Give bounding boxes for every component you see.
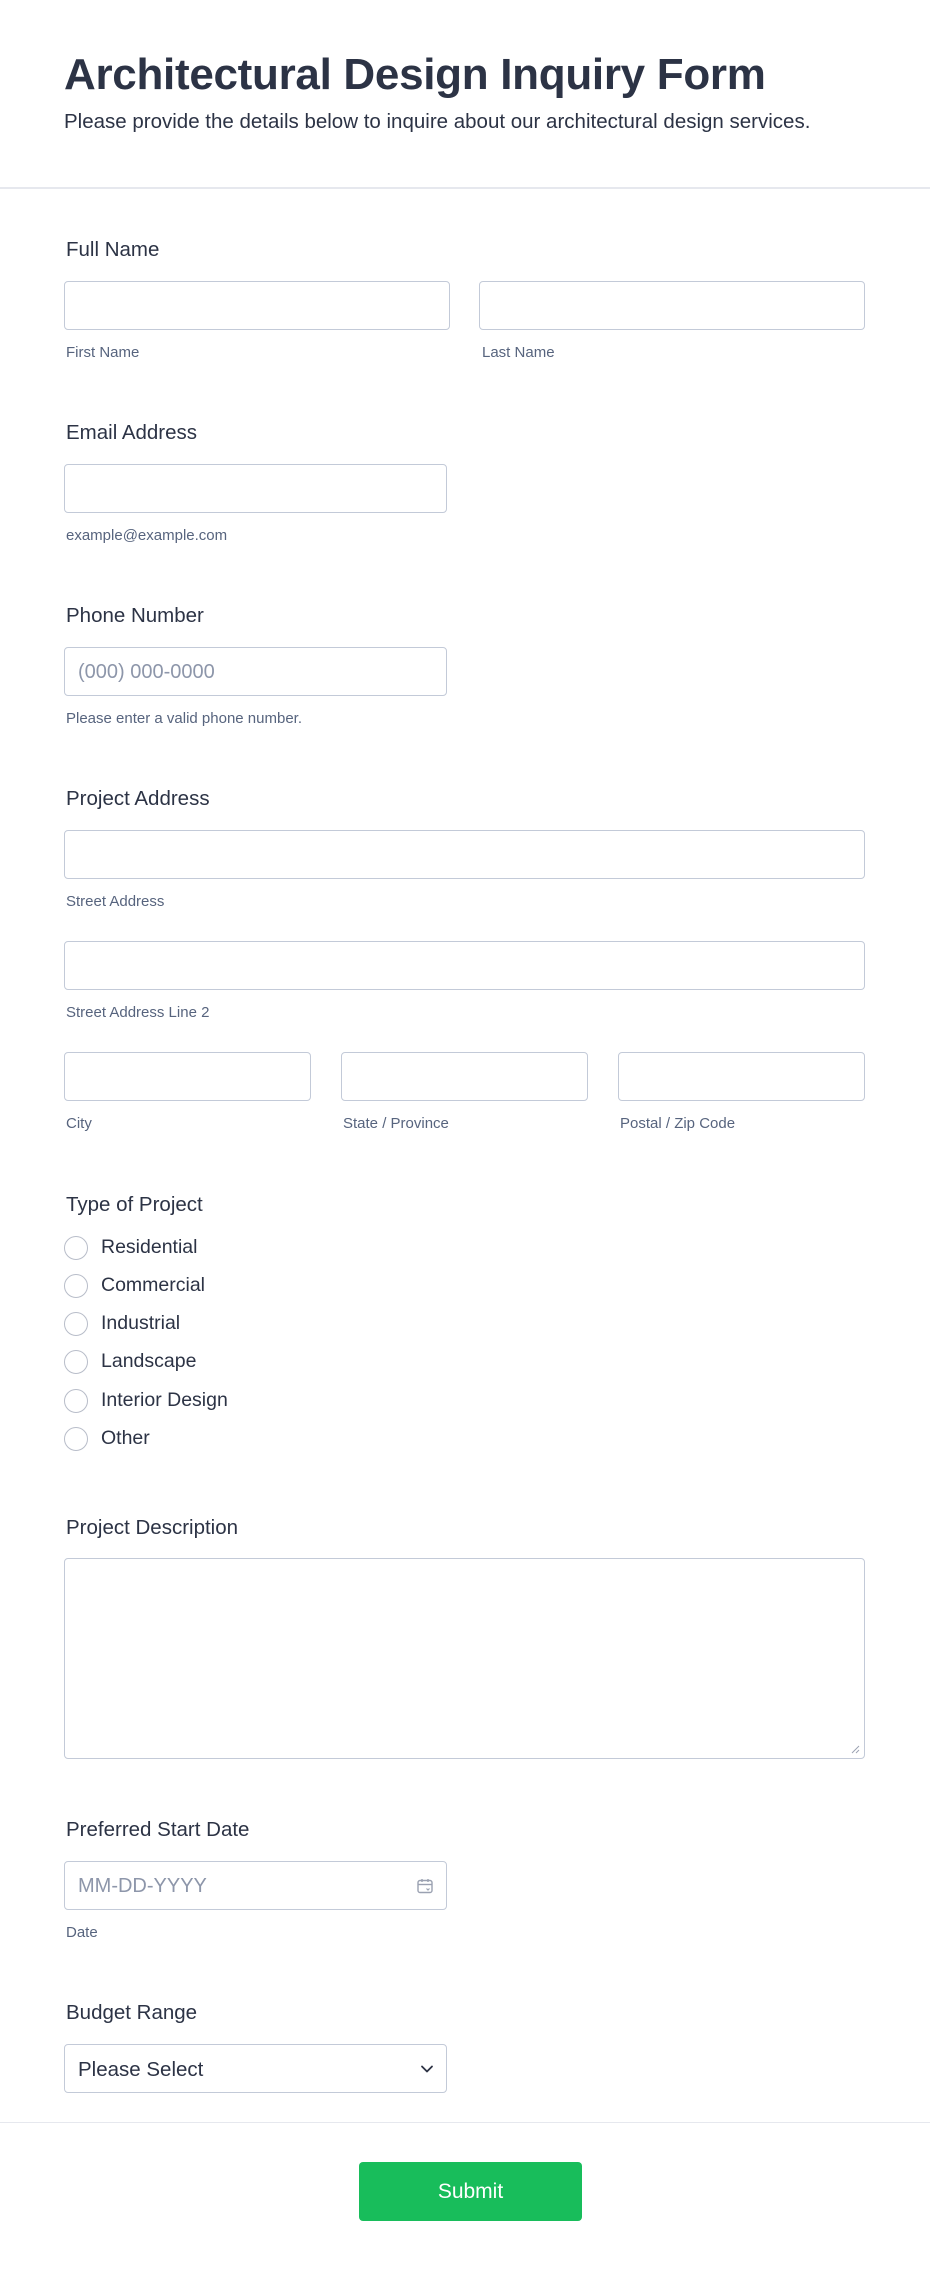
city-sublabel: City — [66, 1115, 92, 1132]
radio-label-industrial[interactable]: Industrial — [101, 1312, 181, 1334]
radio-label-landscape[interactable]: Landscape — [101, 1350, 197, 1372]
email-sublabel: example@example.com — [66, 527, 228, 544]
street-address-sublabel: Street Address — [66, 893, 165, 910]
radio-other[interactable] — [64, 1427, 88, 1451]
form-header — [0, 0, 930, 189]
state-input[interactable] — [341, 1052, 588, 1101]
first-name-input[interactable] — [64, 281, 450, 330]
radio-label-other[interactable]: Other — [101, 1427, 150, 1449]
resize-grip-icon[interactable] — [850, 1744, 860, 1754]
start-date-placeholder: MM-DD-YYYY — [78, 1875, 207, 1897]
project-type-label: Type of Project — [66, 1193, 203, 1216]
radio-label-residential[interactable]: Residential — [101, 1236, 198, 1258]
chevron-down-icon — [420, 2062, 434, 2076]
footer-divider — [0, 2122, 930, 2123]
radio-label-commercial[interactable]: Commercial — [101, 1274, 206, 1296]
description-textarea[interactable] — [64, 1558, 865, 1759]
city-input[interactable] — [64, 1052, 311, 1101]
street-address-2-sublabel: Street Address Line 2 — [66, 1004, 210, 1021]
radio-residential[interactable] — [64, 1236, 88, 1260]
last-name-input[interactable] — [479, 281, 865, 330]
phone-input[interactable] — [64, 647, 447, 696]
street-address-input[interactable] — [64, 830, 865, 879]
zip-sublabel: Postal / Zip Code — [620, 1115, 736, 1132]
radio-interior-design[interactable] — [64, 1389, 88, 1413]
budget-selected-value: Please Select — [78, 2058, 204, 2081]
start-date-label: Preferred Start Date — [66, 1818, 250, 1841]
radio-landscape[interactable] — [64, 1350, 88, 1374]
radio-label-interior-design[interactable]: Interior Design — [101, 1389, 228, 1411]
email-label: Email Address — [66, 421, 198, 444]
full-name-label: Full Name — [66, 238, 160, 261]
start-date-input[interactable] — [64, 1861, 447, 1910]
radio-industrial[interactable] — [64, 1312, 88, 1336]
street-address-2-input[interactable] — [64, 941, 865, 990]
phone-sublabel: Please enter a valid phone number. — [66, 710, 302, 727]
radio-commercial[interactable] — [64, 1274, 88, 1298]
description-label: Project Description — [66, 1516, 239, 1539]
last-name-sublabel: Last Name — [482, 344, 555, 361]
state-sublabel: State / Province — [343, 1115, 449, 1132]
calendar-icon[interactable] — [416, 1877, 434, 1895]
submit-button[interactable]: Submit — [359, 2162, 582, 2221]
first-name-sublabel: First Name — [66, 344, 140, 361]
form-subtitle: Please provide the details below to inquire about our architectural design services. — [64, 110, 811, 133]
phone-label: Phone Number — [66, 604, 204, 627]
phone-placeholder: (000) 000-0000 — [78, 661, 215, 683]
address-label: Project Address — [66, 787, 210, 810]
budget-label: Budget Range — [66, 2001, 198, 2024]
start-date-sublabel: Date — [66, 1924, 98, 1941]
form-title: Architectural Design Inquiry Form — [64, 50, 766, 99]
zip-input[interactable] — [618, 1052, 865, 1101]
budget-select[interactable] — [64, 2044, 447, 2093]
email-input[interactable] — [64, 464, 447, 513]
